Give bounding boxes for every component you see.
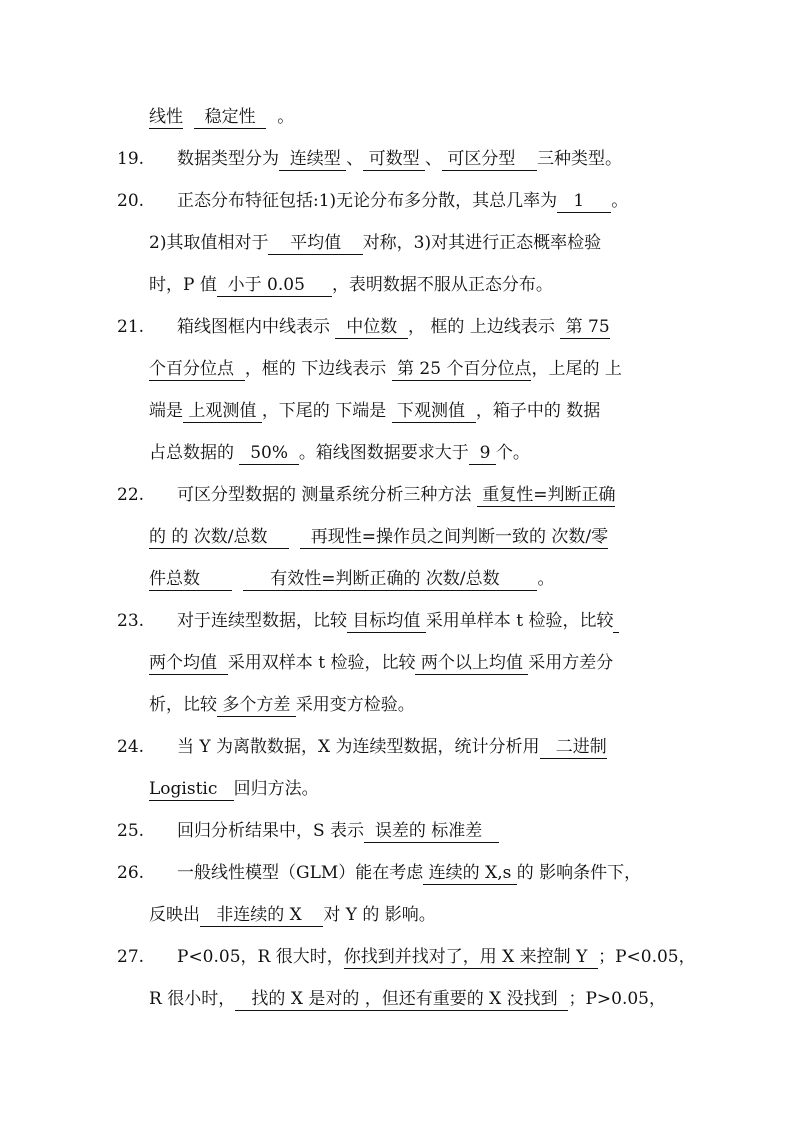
question-text bbox=[289, 527, 300, 547]
question-text: 个。 bbox=[495, 443, 530, 463]
answer-blank: 件总数 bbox=[149, 569, 233, 589]
text-line bbox=[149, 778, 673, 800]
question-text: 采用方差分 bbox=[528, 653, 614, 673]
text-line bbox=[149, 652, 673, 674]
answer-blank: 连续的 X,s bbox=[423, 863, 517, 883]
question-text: ， 框的 上边线表示 bbox=[408, 317, 561, 337]
answer-blank: Logistic bbox=[149, 779, 234, 799]
question-text: 时，P 值 bbox=[149, 275, 217, 295]
question-text: ，表明数据不服从正态分布。 bbox=[331, 275, 553, 295]
answer-blank: 1 bbox=[557, 191, 612, 211]
answer-blank: 9 bbox=[468, 443, 496, 463]
question-text: 箱线图框内中线表示 bbox=[177, 317, 336, 337]
item-number: 21. bbox=[117, 317, 145, 337]
answer-blank: 二进制 bbox=[539, 737, 607, 757]
question-text: 的 影响条件下， bbox=[516, 863, 642, 883]
question-text: 端是 bbox=[149, 401, 183, 421]
text-line bbox=[149, 526, 673, 548]
question-text: ，箱子中的 数据 bbox=[475, 401, 601, 421]
question-text bbox=[183, 107, 194, 127]
answer-blank: 非连续的 X bbox=[200, 905, 324, 925]
question-text: 可区分型数据的 测量系统分析三种方法 bbox=[177, 485, 477, 505]
answer-blank: 重复性=判断正确 bbox=[476, 485, 616, 505]
answer-blank: 多个方差 bbox=[217, 695, 296, 715]
question-text: 一般线性模型（GLM）能在考虑 bbox=[177, 863, 424, 883]
text-line bbox=[117, 316, 673, 338]
answer-blank: 50% bbox=[239, 443, 299, 463]
text-line bbox=[149, 358, 673, 380]
question-text: ，下尾的 下端是 bbox=[261, 401, 392, 421]
text-line bbox=[117, 484, 673, 506]
item-number: 24. bbox=[117, 737, 145, 757]
text-line bbox=[149, 106, 673, 128]
text-line bbox=[117, 610, 673, 632]
question-text: 三种类型。 bbox=[537, 149, 623, 169]
item-number: 27. bbox=[117, 947, 145, 967]
text-line bbox=[149, 988, 673, 1010]
text-line bbox=[149, 694, 673, 716]
question-text: 采用双样本 t 检验，比较 bbox=[227, 653, 416, 673]
answer-blank: 第 25 个百分位点 bbox=[391, 359, 532, 379]
answer-blank: 下观测值 bbox=[391, 401, 476, 421]
text-line bbox=[117, 190, 673, 212]
answer-blank: 可区分型 bbox=[442, 149, 538, 169]
question-text: 。箱线图数据要求大于 bbox=[298, 443, 469, 463]
answer-blank: 稳定性 bbox=[193, 107, 267, 127]
text-line bbox=[149, 400, 673, 422]
answer-blank: 目标均值 bbox=[347, 611, 426, 631]
question-text: 对 Y 的 影响。 bbox=[323, 905, 436, 925]
answer-blank: 误差的 标准差 bbox=[364, 821, 499, 841]
question-text: 占总数据的 bbox=[149, 443, 240, 463]
question-text: 。 bbox=[537, 569, 555, 589]
question-text: ，框的 下边线表示 bbox=[244, 359, 392, 379]
text-line bbox=[117, 862, 673, 884]
answer-blank: 中位数 bbox=[335, 317, 409, 337]
answer-blank: 两个以上均值 bbox=[415, 653, 529, 673]
answer-blank bbox=[613, 611, 618, 633]
answer-blank: 再现性=操作员之间判断一致的 次数/零 bbox=[299, 527, 609, 547]
question-text: ，上尾的 上 bbox=[531, 359, 622, 379]
text-line bbox=[149, 232, 673, 254]
item-number: 23. bbox=[117, 611, 145, 631]
question-text: 对称，3)对其进行正态概率检验 bbox=[362, 233, 602, 253]
question-text: 析，比较 bbox=[149, 695, 217, 715]
answer-blank: 的 的 次数/总数 bbox=[149, 527, 290, 547]
item-number: 26. bbox=[117, 863, 145, 883]
text-line bbox=[117, 820, 673, 842]
answer-blank: 第 75 bbox=[560, 317, 610, 337]
item-number: 20. bbox=[117, 191, 145, 211]
question-text bbox=[232, 569, 243, 589]
item-number: 22. bbox=[117, 485, 145, 505]
question-text: 数据类型分为 bbox=[177, 149, 279, 169]
question-text: R 很小时， bbox=[149, 989, 236, 1009]
question-text: 、 bbox=[346, 149, 364, 169]
question-text: 当 Y 为离散数据，X 为连续型数据，统计分析用 bbox=[177, 737, 540, 757]
answer-blank: 小于 0.05 bbox=[216, 275, 332, 295]
question-text: 回归分析结果中，S 表示 bbox=[177, 821, 365, 841]
question-text: 正态分布特征包括:1)无论分布多分散，其总几率为 bbox=[177, 191, 558, 211]
question-text: 采用单样本 t 检验，比较 bbox=[425, 611, 614, 631]
question-text: 。 bbox=[266, 107, 295, 127]
question-text: 。 bbox=[611, 191, 629, 211]
answer-blank: 连续型 bbox=[279, 149, 347, 169]
answer-blank: 线性 bbox=[149, 107, 183, 127]
text-line bbox=[149, 568, 673, 590]
question-text: 对于连续型数据，比较 bbox=[177, 611, 347, 631]
item-number: 19. bbox=[117, 149, 145, 169]
question-text: ；P<0.05， bbox=[598, 947, 696, 967]
text-line bbox=[117, 736, 673, 758]
answer-blank: 找的 X 是对的 ，但还有重要的 X 没找到 bbox=[235, 989, 569, 1009]
question-text: 反映出 bbox=[149, 905, 200, 925]
text-line bbox=[117, 148, 673, 170]
question-text: ；P>0.05， bbox=[568, 989, 667, 1009]
text-line bbox=[149, 274, 673, 296]
item-number: 25. bbox=[117, 821, 145, 841]
answer-blank: 可数型 bbox=[363, 149, 426, 169]
answer-blank: 你找到并找对了，用 X 来控制 Y bbox=[343, 947, 599, 967]
question-text: 回归方法。 bbox=[233, 779, 319, 799]
answer-blank: 个百分位点 bbox=[149, 359, 245, 379]
question-text: 采用变方检验。 bbox=[295, 695, 415, 715]
text-line bbox=[149, 904, 673, 926]
question-text: P<0.05，R 很大时， bbox=[177, 947, 344, 967]
answer-blank: 平均值 bbox=[268, 233, 363, 253]
answer-blank: 两个均值 bbox=[149, 653, 228, 673]
text-line bbox=[149, 442, 673, 464]
text-line bbox=[117, 946, 696, 968]
answer-blank: 有效性=判断正确的 次数/总数 bbox=[243, 569, 538, 589]
question-text: 、 bbox=[425, 149, 443, 169]
answer-blank: 上观测值 bbox=[183, 401, 262, 421]
question-text: 2)其取值相对于 bbox=[149, 233, 269, 253]
